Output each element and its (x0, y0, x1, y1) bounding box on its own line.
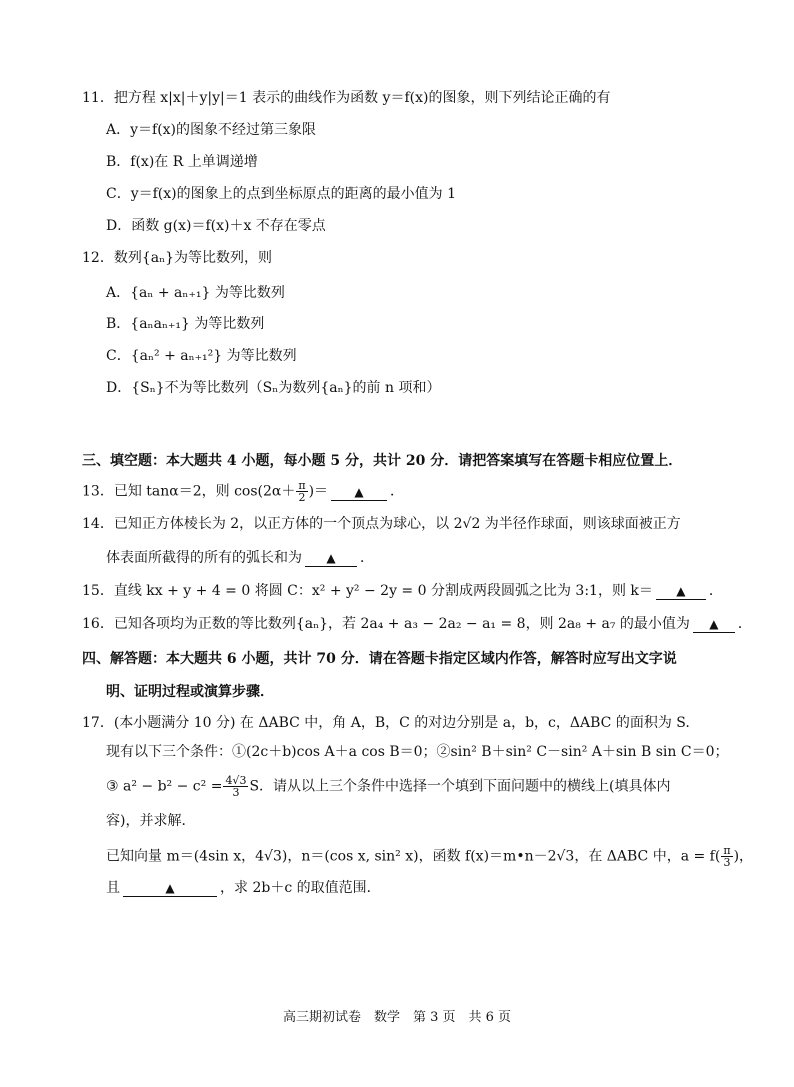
question-16-text-a: 16．已知各项均为正数的等比数列{aₙ}，若 2a₄ + a₃ − 2a₂ − a₁ = 8，则 2a₈ + a₇ 的最小值为 (82, 616, 690, 632)
question-12-option-a: A．{aₙ + aₙ₊₁} 为等比数列 (106, 285, 285, 301)
question-14-line-1: 14．已知正方体棱长为 2，以正方体的一个顶点为球心，以 2√2 为半径作球面，则该球面被正方 (82, 516, 681, 532)
section-4-header-line-1: 四、解答题：本大题共 6 小题，共计 70 分．请在答题卡指定区域内作答，解答时应写出文字说 (82, 651, 677, 667)
question-13-fraction (296, 480, 307, 503)
answer-blank-13: ▲ (331, 484, 387, 501)
question-16-text-b: ． (737, 616, 752, 632)
answer-blank-17: ▲ (123, 880, 217, 897)
question-13-frac-num: π (298, 479, 306, 492)
question-17-fraction-2 (721, 845, 732, 868)
question-14-text-b: ． (360, 550, 374, 566)
question-17-condition-3a: ③ a² − b² − c² = (106, 778, 223, 795)
question-15-text-b: ． (708, 583, 723, 599)
question-17-condition-3b: S．请从以上三个条件中选择一个填到下面问题中的横线上(填具体内 (249, 778, 671, 795)
question-17-line-2: 现有以下三个条件：①(2c＋b)cos A＋a cos B＝0；②sin² B＋sin² C－sin² A＋sin B sin C＝0； (106, 744, 729, 760)
question-13-text-b: )＝ (308, 483, 329, 500)
question-13 (82, 480, 404, 503)
question-17-fraction (223, 775, 248, 798)
page-footer: 高三期初试卷 数学 第 3 页 共 6 页 (282, 1010, 512, 1025)
answer-blank-15: ▲ (656, 583, 706, 600)
question-11-option-a: A．y＝f(x)的图象不经过第三象限 (106, 122, 317, 138)
question-17-text-ask: ，求 2b＋c 的取值范围． (220, 880, 381, 896)
question-12-option-b: B．{aₙaₙ₊₁} 为等比数列 (106, 316, 265, 332)
question-11-stem: 11．把方程 x|x|＋y|y|＝1 表示的曲线作为函数 y＝f(x)的图象，则下列结论正确的有 (82, 90, 611, 106)
section-3-header: 三、填空题：本大题共 4 小题，每小题 5 分，共计 20 分．请把答案填写在答题卡相应位置上． (82, 453, 683, 469)
question-16 (82, 614, 752, 634)
question-14-line-2 (106, 548, 374, 568)
answer-blank-16: ▲ (693, 616, 735, 633)
question-17-frac2-den: 3 (723, 856, 731, 869)
question-12-stem: 12．数列{aₙ}为等比数列，则 (82, 250, 273, 266)
question-17-line-6 (106, 878, 381, 898)
question-17-frac-num: 4√3 (225, 774, 247, 787)
question-11-option-b: B．f(x)在 R 上单调递增 (106, 154, 258, 170)
question-17-line-1: 17．(本小题满分 10 分) 在 ΔABC 中，角 A，B，C 的对边分别是 a，b，c，ΔABC 的面积为 S. (82, 715, 690, 731)
question-17-vector-text-a: 已知向量 m＝(4sin x，4√3)，n＝(cos x, sin² x)，函数 f(x)＝m•n－2√3，在 ΔABC 中，a = f( (106, 848, 721, 865)
question-17-frac-den: 3 (232, 786, 240, 799)
question-13-frac-den: 2 (298, 491, 306, 504)
question-14-text-a: 体表面所截得的所有的弧长和为 (106, 550, 302, 566)
question-17-line-3 (106, 775, 671, 798)
question-15-text-a: 15．直线 kx + y + 4 = 0 将圆 C：x² + y² − 2y = 0 分割成两段圆弧之比为 3:1，则 k＝ (82, 583, 653, 599)
question-11-option-c: C．y＝f(x)的图象上的点到坐标原点的距离的最小值为 1 (106, 186, 456, 202)
question-17-text-qie: 且 (106, 880, 120, 896)
question-17-vector-text-b: )， (733, 848, 754, 865)
section-4-header-line-2: 明、证明过程或演算步骤． (106, 684, 274, 700)
question-17-line-4: 容)，并求解． (106, 813, 196, 829)
question-15 (82, 581, 723, 601)
question-13-text-a: 13．已知 tanα＝2，则 cos(2α＋ (82, 483, 296, 500)
question-11-option-d: D．函数 g(x)＝f(x)＋x 不存在零点 (106, 218, 326, 234)
answer-blank-14: ▲ (305, 550, 357, 567)
question-12-option-d: D．{Sₙ}不为等比数列（Sₙ为数列{aₙ}的前 n 项和） (106, 380, 441, 396)
question-13-text-c: ． (390, 483, 405, 500)
question-12-option-c: C．{aₙ² + aₙ₊₁²} 为等比数列 (106, 348, 297, 364)
question-17-frac2-num: π (723, 844, 731, 857)
question-17-line-5 (106, 845, 753, 868)
